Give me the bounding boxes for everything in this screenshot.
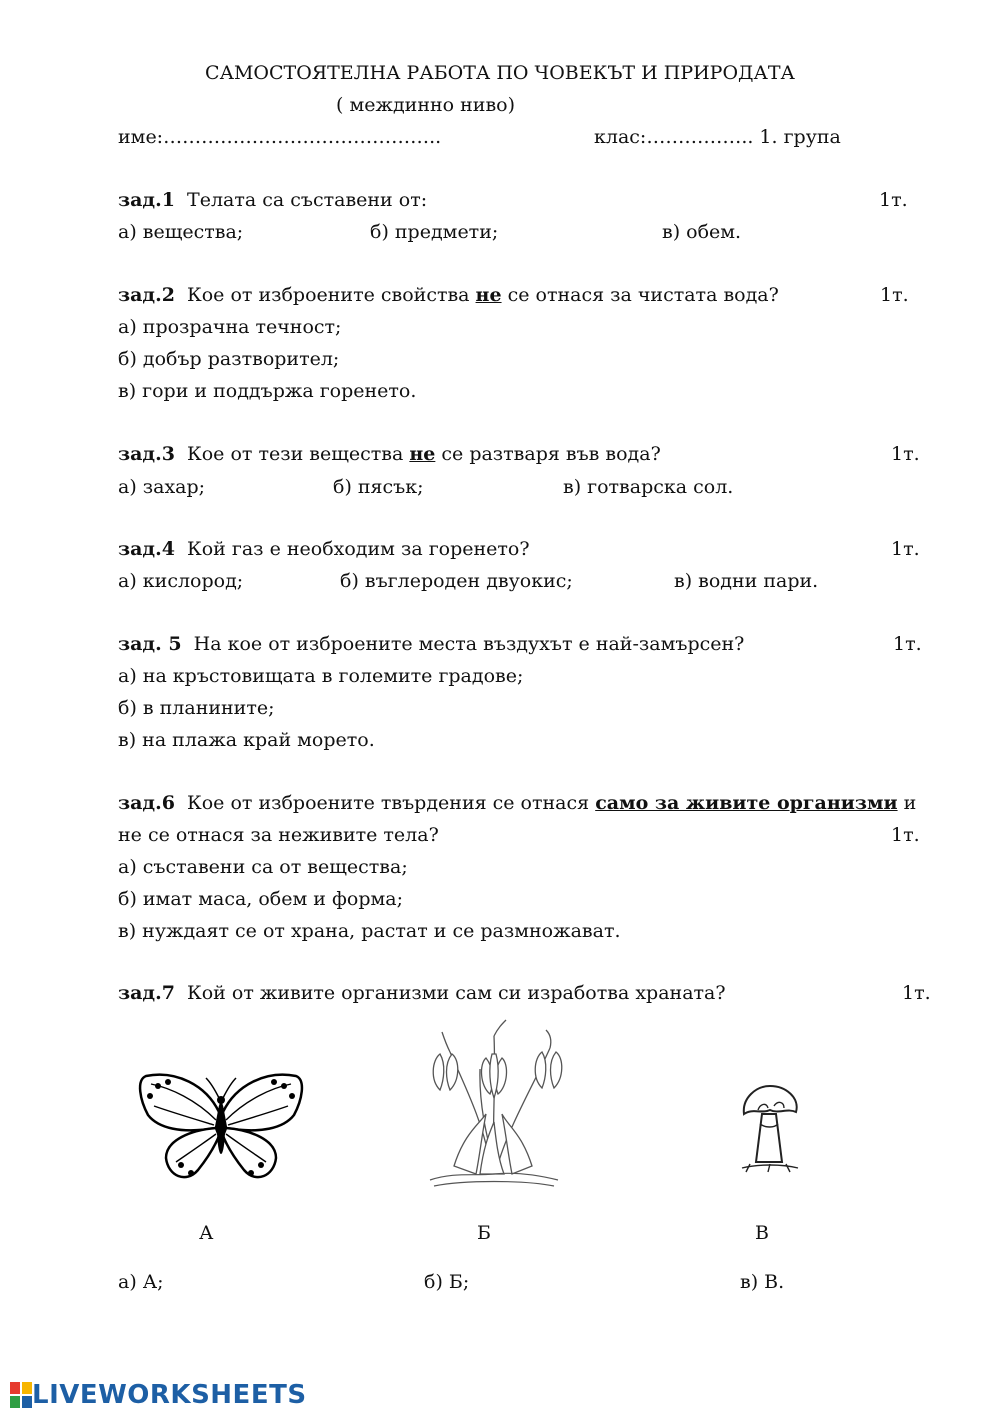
question-emphasis: не <box>409 443 436 465</box>
question-text: се разтваря във вода? <box>441 443 661 465</box>
task-points: 1т. <box>891 538 920 560</box>
task-5-option-a[interactable]: а) на кръстовищата в големите градове; <box>118 665 524 687</box>
question-text: На кое от изброените места въздухът е най-замърсен? <box>193 633 745 655</box>
task-7-option-b[interactable]: б) Б; <box>424 1271 470 1293</box>
name-field[interactable]: име:…………………………………….. <box>118 126 442 148</box>
image-label-a: А <box>199 1222 214 1244</box>
question-text: Кой газ е необходим за горенето? <box>187 538 530 560</box>
task-1-option-a[interactable]: а) вещества; <box>118 221 244 243</box>
task-3-option-a[interactable]: а) захар; <box>118 476 206 498</box>
task-7-option-a[interactable]: а) А; <box>118 1271 164 1293</box>
task-2-option-a[interactable]: а) прозрачна течност; <box>118 316 342 338</box>
task-label: зад.1 <box>118 189 175 211</box>
task-3-option-c[interactable]: в) готварска сол. <box>563 476 734 498</box>
task-1-option-b[interactable]: б) предмети; <box>370 221 499 243</box>
task-6-option-b[interactable]: б) имат маса, обем и форма; <box>118 888 403 910</box>
task-label: зад.2 <box>118 284 175 306</box>
task-4-option-b[interactable]: б) въглероден двуокис; <box>340 570 573 592</box>
question-emphasis: не <box>475 284 502 306</box>
task-6-question <box>118 792 916 814</box>
task-4-option-c[interactable]: в) водни пари. <box>674 570 819 592</box>
question-text: Кое от тези вещества <box>187 443 404 465</box>
task-points: 1т. <box>893 633 922 655</box>
task-5-option-b[interactable]: б) в планините; <box>118 697 275 719</box>
task-7-option-c[interactable]: в) В. <box>740 1271 785 1293</box>
page-subtitle: ( междинно ниво) <box>336 94 515 116</box>
task-5-question <box>118 633 744 655</box>
question-text: Кое от изброените свойства <box>187 284 470 306</box>
task-2-option-c[interactable]: в) гори и поддържа горенето. <box>118 380 417 402</box>
page-title: САМОСТОЯТЕЛНА РАБОТА ПО ЧОВЕКЪТ И ПРИРОДАТА <box>205 62 795 84</box>
question-emphasis: само за живите организми <box>595 792 898 814</box>
task-3-question <box>118 443 661 465</box>
question-text: Телата са съставени от: <box>187 189 428 211</box>
liveworksheets-logo[interactable] <box>10 1380 307 1410</box>
task-2-question <box>118 284 779 306</box>
task-4-question <box>118 538 530 560</box>
task-label: зад.7 <box>118 982 175 1004</box>
task-1-question <box>118 189 427 211</box>
task-6-option-a[interactable]: а) съставени са от вещества; <box>118 856 408 878</box>
task-1-option-c[interactable]: в) обем. <box>662 221 742 243</box>
logo-text: LIVEWORKSHEETS <box>32 1380 307 1410</box>
task-points: 1т. <box>891 824 920 846</box>
task-points: 1т. <box>902 982 931 1004</box>
task-label: зад.4 <box>118 538 175 560</box>
task-points: 1т. <box>891 443 920 465</box>
task-7-question <box>118 982 726 1004</box>
task-6-question-line2: не се отнася за неживите тела? <box>118 824 439 846</box>
task-label: зад.3 <box>118 443 175 465</box>
liveworksheets-logo-icon <box>10 1382 32 1408</box>
question-text: и <box>903 792 917 814</box>
task-3-option-b[interactable]: б) пясък; <box>333 476 424 498</box>
class-field[interactable]: клас:…………….. 1. група <box>594 126 841 148</box>
question-text: Кой от живите организми сам си изработва храната? <box>187 982 726 1004</box>
question-text: Кое от изброените твърдения се отнася <box>187 792 590 814</box>
image-label-b: Б <box>477 1222 491 1244</box>
snowdrop-flowers-image <box>424 1014 564 1192</box>
task-label: зад.6 <box>118 792 175 814</box>
task-points: 1т. <box>880 284 909 306</box>
task-points: 1т. <box>879 189 908 211</box>
question-text: се отнася за чистата вода? <box>507 284 779 306</box>
task-label: зад. 5 <box>118 633 182 655</box>
task-6-option-c[interactable]: в) нуждаят се от храна, растат и се размножават. <box>118 920 621 942</box>
mushroom-image <box>738 1080 802 1175</box>
image-label-c: В <box>755 1222 769 1244</box>
task-4-option-a[interactable]: а) кислород; <box>118 570 244 592</box>
task-2-option-b[interactable]: б) добър разтворител; <box>118 348 340 370</box>
butterfly-image <box>136 1070 306 1185</box>
task-5-option-c[interactable]: в) на плажа край морето. <box>118 729 375 751</box>
